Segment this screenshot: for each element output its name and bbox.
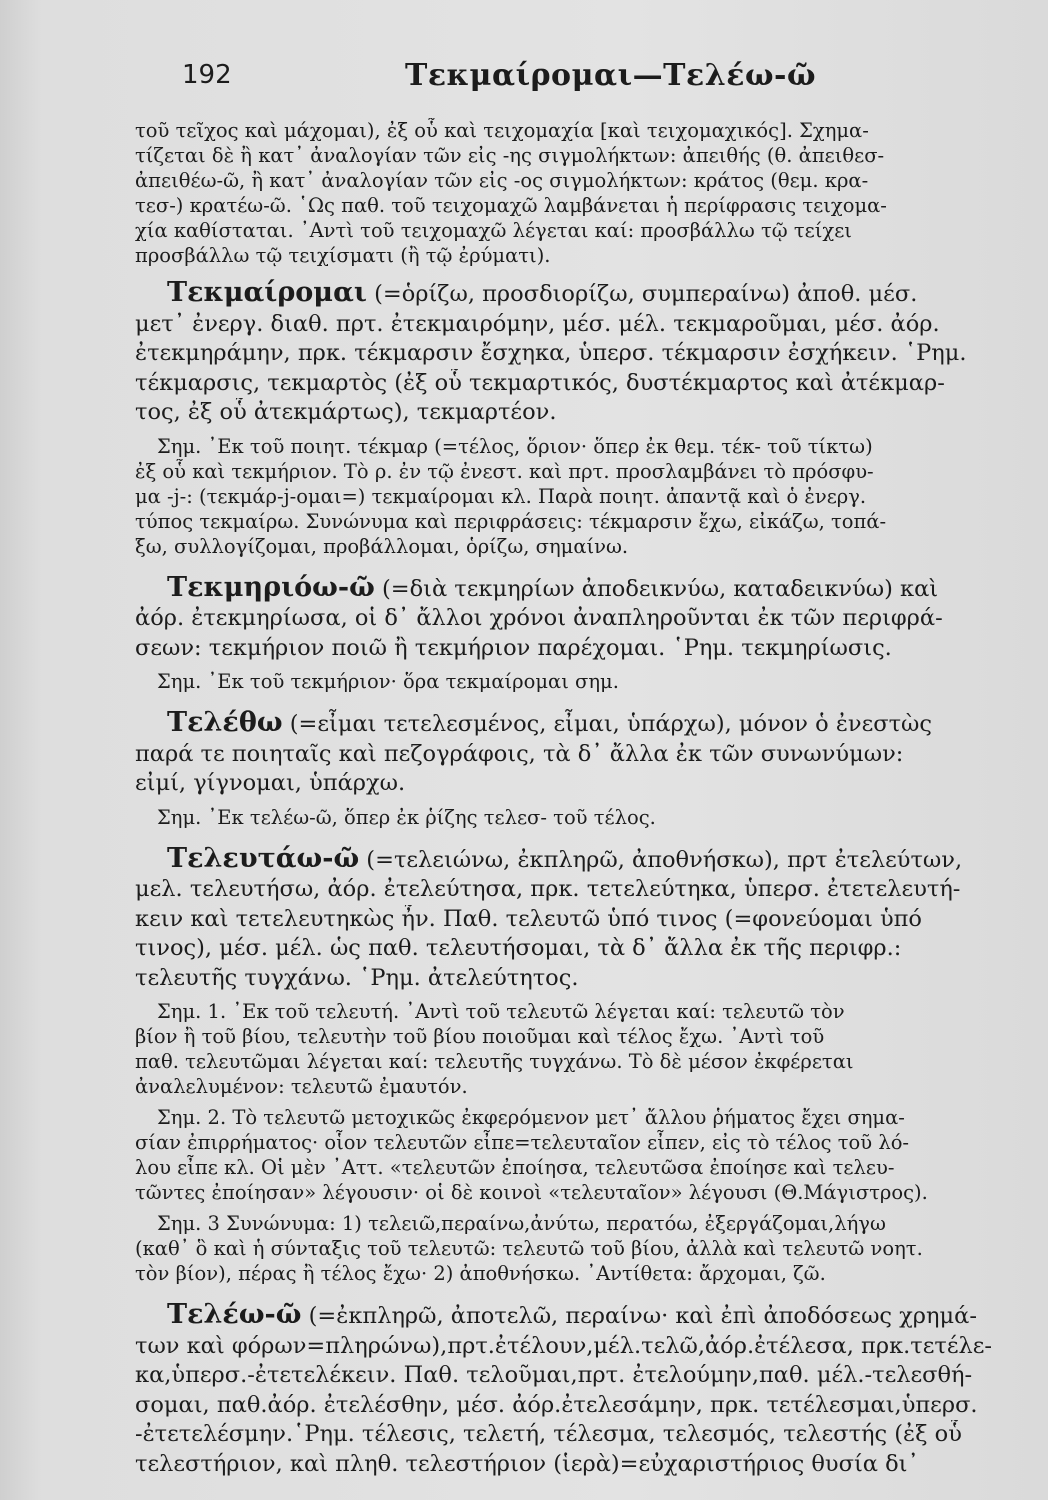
text-line: σεων: τεκμήριον ποιῶ ἢ τεκμήριον παρέχομαι. ῾Ρημ. τεκμηρίωσις. xyxy=(135,634,892,661)
entry-lemma: Τεκμαίρομαι xyxy=(167,278,367,308)
text-line: σομαι, παθ.ἀόρ. ἐτελέσθην, μέσ. ἀόρ.ἐτελεσάμην, πρκ. τετέλεσμαι,ὑπερσ. xyxy=(135,1391,978,1418)
note-line: Σημ. 1. ᾽Εκ τοῦ τελευτή. ᾽Αντὶ τοῦ τελευτῶ λέγεται καί: τελευτῶ τὸν xyxy=(157,1000,845,1023)
note-line: ξω, συλλογίζομαι, προβάλλομαι, ὁρίζω, σημαίνω. xyxy=(135,534,629,558)
text-line: τέκμαρσις, τεκμαρτὸς (ἐξ οὗ τεκμαρτικός, δυστέκμαρτος καὶ ἀτέκμαρ- xyxy=(135,369,945,396)
text-line: κειν καὶ τετελευτηκὼς ἦν. Παθ. τελευτῶ ὑπό τινος (=φονεύομαι ὑπό xyxy=(135,905,922,932)
text-line: προσβάλλω τῷ τειχίσματι (ἢ τῷ ἐρύματι). xyxy=(135,244,551,267)
text-line: τελεστήριον, καὶ πληθ. τελεστήριον (ἱερὰ)=εὐχαριστήριος θυσία δι᾽ xyxy=(135,1450,919,1477)
entry-note xyxy=(135,805,1045,830)
text-line: παρά τε ποιηταῖς καὶ πεζογράφοις, τὰ δ᾽ ἄλλα ἐκ τῶν συνωνύμων: xyxy=(135,740,904,767)
dictionary-entry xyxy=(135,708,1045,830)
text-line: τοῦ τεῖχος καὶ μάχομαι), ἐξ οὗ καὶ τειχομαχία [καὶ τειχομαχικός]. Σχημα- xyxy=(135,119,869,142)
note-line: τύπος τεκμαίρω. Συνώνυμα καὶ περιφράσεις: τέκμαρσιν ἔχω, εἰκάζω, τοπά- xyxy=(135,509,887,533)
dictionary-entry xyxy=(135,278,1045,559)
entry-definition: (=εἶμαι τετελεσμένος, εἶμαι, ὑπάρχω), μόνον ὁ ἐνεστὼς xyxy=(282,711,932,737)
text-line: μελ. τελευτήσω, ἀόρ. ἐτελεύτησα, πρκ. τετελεύτηκα, ὑπερσ. ἐτετελευτή- xyxy=(135,876,961,902)
note-line: Σημ. ᾽Εκ τοῦ ποιητ. τέκμαρ (=τέλος, ὅριον· ὅπερ ἐκ θεμ. τέκ- τοῦ τίκτω) xyxy=(157,434,873,458)
entry-lemma: Τεκμηριόω-ῶ xyxy=(167,572,375,603)
text-line: ἀπειθέω-ῶ, ἢ κατ᾽ ἀναλογίαν τῶν εἰς -ος σιγμολήκτων: κράτος (θεμ. κρα- xyxy=(135,169,869,192)
entry-definition: (=ὁρίζω, προσδιορίζω, συμπεραίνω) ἀποθ. μέσ. xyxy=(366,281,918,307)
note-line: Σημ. 3 Συνώνυμα: 1) τελειῶ,περαίνω,ἀνύτω, περατόω, ἐξεργάζομαι,λήγω xyxy=(157,1212,886,1235)
note-line: (καθ᾽ ὃ καὶ ἡ σύνταξις τοῦ τελευτῶ: τελευτῶ τοῦ βίου, ἀλλὰ καὶ τελευτῶ νοητ. xyxy=(135,1237,923,1260)
text-line: των καὶ φόρων=πληρώνω),πρτ.ἐτέλουν,μέλ.τελῶ,ἀόρ.ἐτέλεσα, πρκ.τετέλε- xyxy=(135,1332,993,1359)
text-line: τινος), μέσ. μέλ. ὡς παθ. τελευτήσομαι, τὰ δ᾽ ἄλλα ἐκ τῆς περιφρ.: xyxy=(135,935,902,961)
continued-note xyxy=(135,118,1045,268)
text-line: κα,ὑπερσ.-ἐτετελέκειν. Παθ. τελοῦμαι,πρτ. ἐτελούμην,παθ. μέλ.-τελεσθή- xyxy=(135,1362,973,1388)
note-line: Σημ. ᾽Εκ τοῦ τεκμήριον· ὅρα τεκμαίρομαι σημ. xyxy=(157,670,619,693)
page-header xyxy=(0,52,1048,102)
entry-definition: (=τελειώνω, ἐκπληρῶ, ἀποθνήσκω), πρτ ἐτελεύτων, xyxy=(359,846,963,873)
note-line: ἐξ οὗ καὶ τεκμήριον. Τὸ ρ. ἐν τῷ ἐνεστ. καὶ πρτ. προσλαμβάνει τὸ πρόσφυ- xyxy=(135,459,874,483)
text-line: -ἐτετελέσμην.῾Ρημ. τέλεσις, τελετή, τέλεσμα, τελεσμός, τελεστής (ἐξ οὗ xyxy=(135,1421,962,1447)
running-head: Τεκμαίρομαι—Τελέω-ῶ xyxy=(405,58,817,93)
note-line: ἀναλελυμένον: τελευτῶ ἐμαυτόν. xyxy=(135,1075,468,1098)
entry-definition: (=διὰ τεκμηρίων ἀποδεικνύω, καταδεικνύω) καὶ xyxy=(374,575,939,602)
text-line: τίζεται δὲ ἢ κατ᾽ ἀναλογίαν τῶν εἰς -ης σιγμολήκτων: ἀπειθής (θ. ἀπειθεσ- xyxy=(135,144,885,167)
entry-lemma: Τελέω-ῶ xyxy=(167,1300,302,1330)
note-line: μα -j-: (τεκμάρ-j-ομαι=) τεκμαίρομαι κλ. Παρὰ ποιητ. ἀπαντᾷ καὶ ὁ ἐνεργ. xyxy=(135,484,867,508)
text-line: τος, ἐξ οὗ ἀτεκμάρτως), τεκμαρτέον. xyxy=(135,399,557,425)
text-line: τελευτῆς τυγχάνω. ῾Ρημ. ἀτελεύτητος. xyxy=(135,964,579,991)
entry-note xyxy=(135,1211,1045,1286)
dictionary-entry xyxy=(135,1300,1045,1479)
entry-lemma: Τελευτάω-ῶ xyxy=(167,843,360,874)
note-line: σίαν ἐπιρρήματος· οἷον τελευτῶν εἶπε=τελευταῖον εἶπεν, εἰς τὸ τέλος τοῦ λό- xyxy=(135,1131,910,1154)
entry-note xyxy=(135,999,1045,1099)
entry-definition: (=ἐκπληρῶ, ἀποτελῶ, περαίνω· καὶ ἐπὶ ἀποδόσεως χρημά- xyxy=(301,1303,977,1329)
page-number: 192 xyxy=(182,60,232,90)
text-line: χία καθίσταται. ᾽Αντὶ τοῦ τειχομαχῶ λέγεται καί: προσβάλλω τῷ τείχει xyxy=(135,219,852,242)
note-line: Σημ. 2. Τὸ τελευτῶ μετοχικῶς ἐκφερόμενον μετ᾽ ἄλλου ῥήματος ἔχει σημα- xyxy=(157,1106,905,1129)
text-line: μετ᾽ ἐνεργ. διαθ. πρτ. ἐτεκμαιρόμην, μέσ. μέλ. τεκμαροῦμαι, μέσ. ἀόρ. xyxy=(135,310,940,337)
text-line: ἐτεκμηράμην, πρκ. τέκμαρσιν ἔσχηκα, ὑπερσ. τέκμαρσιν ἐσχήκειν. ῾Ρημ. xyxy=(135,340,967,366)
entry-note xyxy=(135,1105,1045,1205)
note-line: βίον ἢ τοῦ βίου, τελευτὴν τοῦ βίου ποιοῦμαι καὶ τέλος ἔχω. ᾽Αντὶ τοῦ xyxy=(135,1025,825,1048)
note-line: τῶντες ἐποίησαν» λέγουσιν· οἱ δὲ κοινοὶ «τελευταῖον» λέγουσι (Θ.Μάγιστρος). xyxy=(135,1181,928,1204)
entry-note xyxy=(135,434,1045,559)
text-line: τεσ-) κρατέω-ῶ. ῾Ως παθ. τοῦ τειχομαχῶ λαμβάνεται ἡ περίφρασις τειχομα- xyxy=(135,194,887,217)
text-line: εἰμί, γίγνομαι, ὑπάρχω. xyxy=(135,770,406,796)
page-body xyxy=(135,112,1045,1493)
entry-note xyxy=(135,669,1045,694)
text-line: ἀόρ. ἐτεκμηρίωσα, οἱ δ᾽ ἄλλοι χρόνοι ἀναπληροῦνται ἐκ τῶν περιφρά- xyxy=(135,605,943,631)
dictionary-entry xyxy=(135,573,1045,695)
note-line: λου εἶπε κλ. Οἱ μὲν ᾽Αττ. «τελευτῶν ἐποίησα, τελευτῶσα ἐποίησε καὶ τελευ- xyxy=(135,1156,895,1179)
note-line: Σημ. ᾽Εκ τελέω-ῶ, ὅπερ ἐκ ῥίζης τελεσ- τοῦ τέλος. xyxy=(157,805,656,829)
note-line: παθ. τελευτῶμαι λέγεται καί: τελευτῆς τυγχάνω. Τὸ δὲ μέσον ἐκφέρεται xyxy=(135,1050,854,1073)
dictionary-entry xyxy=(135,844,1045,1287)
entry-lemma: Τελέθω xyxy=(167,708,283,738)
note-line: τὸν βίον), πέρας ἢ τέλος ἔχω· 2) ἀποθνήσκω. ᾽Αντίθετα: ἄρχομαι, ζῶ. xyxy=(135,1262,826,1285)
